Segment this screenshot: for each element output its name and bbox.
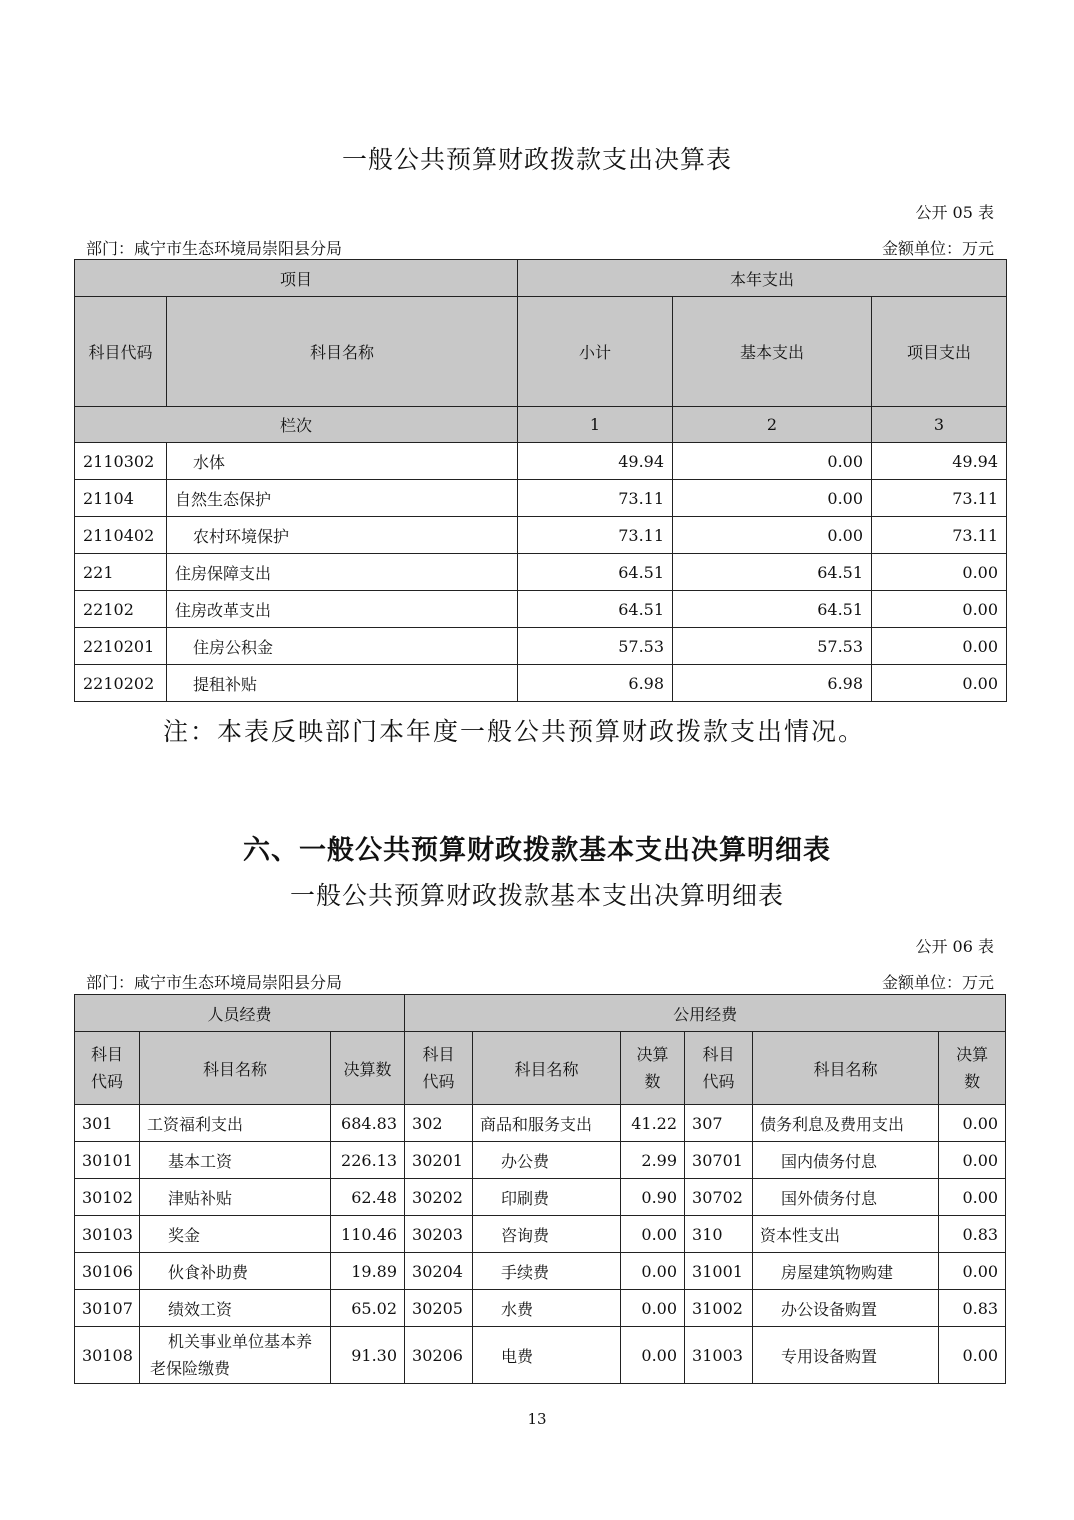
personnel-name: 伙食补助费	[140, 1253, 331, 1290]
table-row	[75, 591, 1007, 628]
row-project: 0.00	[872, 591, 1007, 628]
personnel-amount: 65.02	[331, 1290, 405, 1327]
row-name: 自然生态保护	[167, 480, 518, 517]
personnel-code: 30103	[75, 1216, 140, 1253]
public-name: 电费	[473, 1327, 621, 1384]
personnel-code: 30107	[75, 1290, 140, 1327]
table6-header-amount-3: 决算 数	[939, 1032, 1006, 1105]
public-name: 专用设备购置	[753, 1327, 939, 1384]
public-name: 咨询费	[473, 1216, 621, 1253]
table6-header-public: 公用经费	[405, 995, 1006, 1032]
public-code: 30202	[405, 1179, 473, 1216]
table5-header-c2: 2	[673, 407, 872, 443]
public-code: 30205	[405, 1290, 473, 1327]
public-name: 水费	[473, 1290, 621, 1327]
table5-header-c3: 3	[872, 407, 1007, 443]
row-project: 0.00	[872, 554, 1007, 591]
public-code: 302	[405, 1105, 473, 1142]
public-name: 印刷费	[473, 1179, 621, 1216]
table6-header-amount-2: 决算 数	[621, 1032, 685, 1105]
row-subtotal: 57.53	[518, 628, 673, 665]
table5-form-no: 公开 05 表	[915, 203, 994, 222]
row-basic: 0.00	[673, 480, 872, 517]
row-subtotal: 73.11	[518, 517, 673, 554]
row-project: 73.11	[872, 480, 1007, 517]
row-basic: 57.53	[673, 628, 872, 665]
public-code: 30206	[405, 1327, 473, 1384]
personnel-code: 30108	[75, 1327, 140, 1384]
row-basic: 0.00	[673, 443, 872, 480]
table6-header-personnel: 人员经费	[75, 995, 405, 1032]
row-subtotal: 73.11	[518, 480, 673, 517]
table6-unit: 金额单位：万元	[881, 973, 994, 992]
public-amount: 0.00	[939, 1142, 1006, 1179]
public-amount: 0.83	[939, 1290, 1006, 1327]
personnel-name: 绩效工资	[140, 1290, 331, 1327]
row-basic: 0.00	[673, 517, 872, 554]
row-name: 水体	[167, 443, 518, 480]
public-code: 30702	[685, 1179, 753, 1216]
table5-dept: 部门：咸宁市生态环境局崇阳县分局	[86, 239, 343, 258]
row-project: 0.00	[872, 628, 1007, 665]
row-name: 住房改革支出	[167, 591, 518, 628]
section6-heading: 六、一般公共预算财政拨款基本支出决算明细表	[243, 835, 831, 866]
public-amount: 0.00	[621, 1327, 685, 1384]
section6-title: 一般公共预算财政拨款基本支出决算明细表	[289, 881, 784, 910]
personnel-name: 机关事业单位基本养老保险缴费	[140, 1327, 331, 1384]
public-name: 办公设备购置	[753, 1290, 939, 1327]
table5-note: 注：本表反映部门本年度一般公共预算财政拨款支出情况。	[163, 717, 866, 746]
table6-header-name-2: 科目名称	[473, 1032, 621, 1105]
row-basic: 64.51	[673, 591, 872, 628]
table-row	[75, 1290, 1006, 1327]
public-amount: 0.00	[621, 1253, 685, 1290]
table6	[74, 994, 1006, 1384]
personnel-amount: 110.46	[331, 1216, 405, 1253]
public-code: 31003	[685, 1327, 753, 1384]
table-row	[75, 628, 1007, 665]
table5-header-column-no: 栏次	[75, 407, 518, 443]
row-code: 2210202	[75, 665, 167, 702]
public-name: 债务利息及费用支出	[753, 1105, 939, 1142]
table-row	[75, 554, 1007, 591]
table6-header-amount-1: 决算数	[331, 1032, 405, 1105]
page-number: 13	[527, 1410, 547, 1428]
personnel-code: 30102	[75, 1179, 140, 1216]
public-amount: 0.83	[939, 1216, 1006, 1253]
table5-header-subtotal: 小计	[518, 297, 673, 407]
row-name: 住房公积金	[167, 628, 518, 665]
table-row	[75, 480, 1007, 517]
row-basic: 64.51	[673, 554, 872, 591]
row-code: 221	[75, 554, 167, 591]
row-name: 农村环境保护	[167, 517, 518, 554]
personnel-amount: 684.83	[331, 1105, 405, 1142]
table6-header-name-1: 科目名称	[140, 1032, 331, 1105]
table5	[74, 259, 1007, 702]
personnel-code: 30106	[75, 1253, 140, 1290]
row-name: 提租补贴	[167, 665, 518, 702]
row-subtotal: 49.94	[518, 443, 673, 480]
public-amount: 41.22	[621, 1105, 685, 1142]
table-row	[75, 1105, 1006, 1142]
personnel-name: 基本工资	[140, 1142, 331, 1179]
table5-header-c1: 1	[518, 407, 673, 443]
row-code: 22102	[75, 591, 167, 628]
row-code: 2210201	[75, 628, 167, 665]
row-subtotal: 64.51	[518, 554, 673, 591]
table5-header-basic: 基本支出	[673, 297, 872, 407]
public-code: 30203	[405, 1216, 473, 1253]
public-name: 国内债务付息	[753, 1142, 939, 1179]
row-subtotal: 6.98	[518, 665, 673, 702]
table-row	[75, 1327, 1006, 1384]
table-row	[75, 1253, 1006, 1290]
public-code: 310	[685, 1216, 753, 1253]
table6-header-code-2: 科目 代码	[405, 1032, 473, 1105]
row-project: 49.94	[872, 443, 1007, 480]
public-code: 307	[685, 1105, 753, 1142]
public-name: 商品和服务支出	[473, 1105, 621, 1142]
personnel-amount: 91.30	[331, 1327, 405, 1384]
table-row	[75, 517, 1007, 554]
personnel-name: 津贴补贴	[140, 1179, 331, 1216]
personnel-name: 奖金	[140, 1216, 331, 1253]
public-name: 房屋建筑物购建	[753, 1253, 939, 1290]
public-name: 资本性支出	[753, 1216, 939, 1253]
public-name: 国外债务付息	[753, 1179, 939, 1216]
public-code: 31002	[685, 1290, 753, 1327]
personnel-name: 工资福利支出	[140, 1105, 331, 1142]
table5-unit: 金额单位：万元	[881, 239, 994, 258]
public-amount: 2.99	[621, 1142, 685, 1179]
row-name: 住房保障支出	[167, 554, 518, 591]
row-subtotal: 64.51	[518, 591, 673, 628]
public-name: 办公费	[473, 1142, 621, 1179]
public-amount: 0.00	[621, 1216, 685, 1253]
table6-header-code-3: 科目 代码	[685, 1032, 753, 1105]
public-code: 30701	[685, 1142, 753, 1179]
table6-header-name-3: 科目名称	[753, 1032, 939, 1105]
personnel-code: 30101	[75, 1142, 140, 1179]
public-amount: 0.00	[939, 1105, 1006, 1142]
table5-title: 一般公共预算财政拨款支出决算表	[341, 145, 732, 174]
personnel-amount: 62.48	[331, 1179, 405, 1216]
table5-header-name: 科目名称	[167, 297, 518, 407]
row-code: 2110402	[75, 517, 167, 554]
public-amount: 0.00	[939, 1253, 1006, 1290]
table-row	[75, 665, 1007, 702]
table5-header-code: 科目代码	[75, 297, 167, 407]
table-row	[75, 1179, 1006, 1216]
public-amount: 0.00	[939, 1327, 1006, 1384]
table-row	[75, 443, 1007, 480]
public-code: 30204	[405, 1253, 473, 1290]
public-amount: 0.00	[939, 1179, 1006, 1216]
public-amount: 0.00	[621, 1290, 685, 1327]
personnel-amount: 226.13	[331, 1142, 405, 1179]
table5-header-item: 项目	[75, 260, 518, 297]
row-code: 21104	[75, 480, 167, 517]
public-code: 31001	[685, 1253, 753, 1290]
table-row	[75, 1142, 1006, 1179]
row-project: 0.00	[872, 665, 1007, 702]
personnel-code: 301	[75, 1105, 140, 1142]
table5-header-project: 项目支出	[872, 297, 1007, 407]
personnel-amount: 19.89	[331, 1253, 405, 1290]
table5-header-current-year: 本年支出	[518, 260, 1007, 297]
row-project: 73.11	[872, 517, 1007, 554]
table6-dept: 部门：咸宁市生态环境局崇阳县分局	[86, 973, 343, 992]
row-basic: 6.98	[673, 665, 872, 702]
table-row	[75, 1216, 1006, 1253]
table6-form-no: 公开 06 表	[915, 937, 994, 956]
row-code: 2110302	[75, 443, 167, 480]
table6-header-code-1: 科目 代码	[75, 1032, 140, 1105]
public-code: 30201	[405, 1142, 473, 1179]
public-name: 手续费	[473, 1253, 621, 1290]
public-amount: 0.90	[621, 1179, 685, 1216]
